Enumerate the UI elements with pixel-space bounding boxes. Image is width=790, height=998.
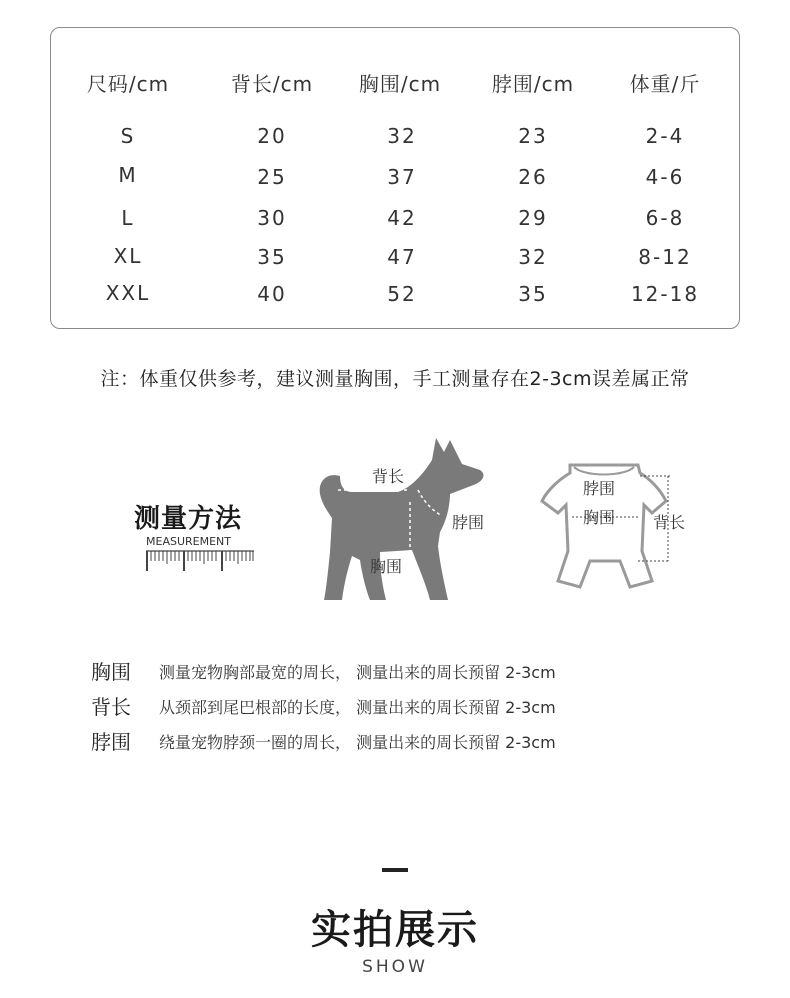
method-title: 测量方法	[134, 504, 243, 534]
section-divider	[382, 868, 408, 872]
table-cell: S	[120, 124, 136, 148]
dog-label-chest: 胸围	[370, 557, 403, 576]
table-cell: 23	[518, 124, 548, 148]
table-cell: 12-18	[630, 282, 700, 306]
definition-term: 胸围	[91, 660, 131, 684]
show-title: 实拍展示	[311, 907, 479, 953]
table-cell: 40	[257, 282, 287, 306]
dog-label-neck: 脖围	[452, 513, 485, 532]
table-cell: 42	[387, 206, 417, 230]
definition-term: 脖围	[91, 730, 131, 754]
dog-label-back: 背长	[372, 467, 405, 486]
table-cell: 32	[387, 124, 417, 148]
method-subtitle: MEASUREMENT	[146, 535, 231, 548]
table-cell: 25	[257, 165, 287, 189]
definition-text: 从颈部到尾巴根部的长度， 测量出来的周长预留 2-3cm	[159, 698, 556, 717]
header-chest: 胸围/cm	[358, 72, 442, 96]
header-weight: 体重/斤	[629, 72, 701, 96]
note-text: 注：体重仅供参考，建议测量胸围，手工测量存在2-3cm误差属正常	[100, 368, 690, 390]
suit-label-neck: 脖围	[583, 479, 616, 498]
table-cell: 6-8	[645, 206, 685, 230]
suit-label-chest: 胸围	[583, 508, 616, 527]
size-chart-card	[50, 27, 740, 329]
table-cell: 2-4	[645, 124, 685, 148]
table-cell: 35	[257, 245, 287, 269]
definition-term: 背长	[91, 695, 131, 719]
table-cell: 37	[387, 165, 417, 189]
table-cell: 4-6	[645, 165, 685, 189]
header-back-length: 背长/cm	[230, 72, 314, 96]
table-cell: 29	[518, 206, 548, 230]
table-cell: XXL	[105, 281, 151, 305]
table-cell: 32	[518, 245, 548, 269]
definition-text: 测量宠物胸部最宽的周长， 测量出来的周长预留 2-3cm	[159, 663, 556, 682]
table-cell: 26	[518, 165, 548, 189]
ruler-icon	[146, 549, 256, 573]
table-cell: 20	[257, 124, 287, 148]
header-size: 尺码/cm	[86, 72, 170, 96]
table-cell: L	[121, 206, 135, 230]
definition-text: 绕量宠物脖颈一圈的周长， 测量出来的周长预留 2-3cm	[159, 733, 556, 752]
table-cell: 8-12	[638, 245, 692, 269]
table-cell: 35	[518, 282, 548, 306]
table-cell: M	[118, 163, 138, 187]
table-cell: 47	[387, 245, 417, 269]
table-cell: 30	[257, 206, 287, 230]
table-cell: XL	[113, 244, 143, 268]
table-cell: 52	[387, 282, 417, 306]
header-neck: 脖围/cm	[491, 72, 575, 96]
show-subtitle: SHOW	[362, 957, 428, 977]
suit-label-back: 背长	[653, 513, 686, 532]
